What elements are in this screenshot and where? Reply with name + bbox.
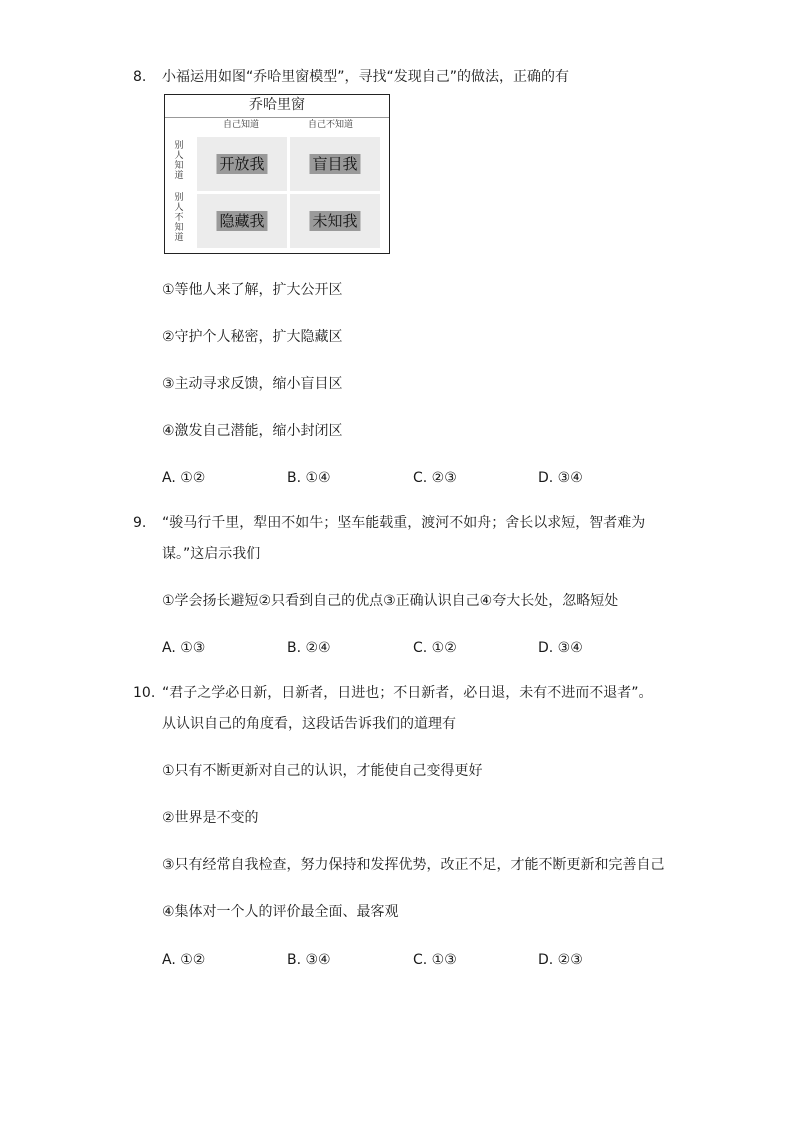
statement: ①只有不断更新对自己的认识，才能使自己变得更好 xyxy=(162,763,483,779)
choice-c[interactable]: C. ②③ xyxy=(413,470,457,486)
choice-d[interactable]: D. ③④ xyxy=(538,470,583,486)
row-header-others-known: 别人知道 xyxy=(174,141,184,181)
cell-label: 盲目我 xyxy=(309,154,360,174)
cell-blind-self xyxy=(290,137,380,191)
choice-d[interactable]: D. ②③ xyxy=(538,952,583,968)
row-header-others-unknown: 别人不知道 xyxy=(174,193,184,243)
col-header-self-unknown: 自己不知道 xyxy=(308,120,354,130)
statement: ③只有经常自我检查，努力保持和发挥优势，改正不足，才能不断更新和完善自己 xyxy=(162,857,665,873)
question-stem: “君子之学必日新，日新者，日进也；不日新者，必日退，未有不进而不退者”。 xyxy=(162,685,653,701)
question-stem-line2: 谋。”这启示我们 xyxy=(162,546,261,562)
choice-b[interactable]: B. ③④ xyxy=(287,952,331,968)
cell-label: 开放我 xyxy=(216,154,267,174)
cell-open-self xyxy=(197,137,287,191)
choice-a[interactable]: A. ①② xyxy=(162,952,206,968)
cell-hidden-self xyxy=(197,194,287,248)
question-stem: 小福运用如图“乔哈里窗模型”，寻找“发现自己”的做法，正确的有 xyxy=(162,69,570,85)
choice-b[interactable]: B. ②④ xyxy=(287,640,331,656)
choice-b[interactable]: B. ①④ xyxy=(287,470,331,486)
question-number: 9. xyxy=(133,515,147,531)
question-stem-line2: 从认识自己的角度看，这段话告诉我们的道理有 xyxy=(162,716,456,732)
cell-label: 未知我 xyxy=(309,211,360,231)
statement: ②守护个人秘密，扩大隐藏区 xyxy=(162,329,343,345)
statement: ②世界是不变的 xyxy=(162,810,259,826)
choice-a[interactable]: A. ①③ xyxy=(162,640,206,656)
johari-window-figure xyxy=(164,94,390,254)
statement: ①学会扬长避短②只看到自己的优点③正确认识自己④夸大长处，忽略短处 xyxy=(162,593,619,609)
col-header-self-known: 自己知道 xyxy=(223,120,260,130)
statement: ①等他人来了解，扩大公开区 xyxy=(162,282,343,298)
cell-label: 隐藏我 xyxy=(216,211,267,231)
figure-title: 乔哈里窗 xyxy=(165,95,389,118)
question-stem: “骏马行千里，犁田不如牛；坚车能载重，渡河不如舟；舍长以求短，智者难为 xyxy=(162,515,646,531)
cell-unknown-self xyxy=(290,194,380,248)
choice-c[interactable]: C. ①② xyxy=(413,640,457,656)
question-number: 8. xyxy=(133,69,147,85)
statement: ③主动寻求反馈，缩小盲目区 xyxy=(162,376,343,392)
question-number: 10. xyxy=(133,685,156,701)
statement: ④集体对一个人的评价最全面、最客观 xyxy=(162,904,399,920)
choice-c[interactable]: C. ①③ xyxy=(413,952,457,968)
choice-a[interactable]: A. ①② xyxy=(162,470,206,486)
choice-d[interactable]: D. ③④ xyxy=(538,640,583,656)
statement: ④激发自己潜能，缩小封闭区 xyxy=(162,423,343,439)
